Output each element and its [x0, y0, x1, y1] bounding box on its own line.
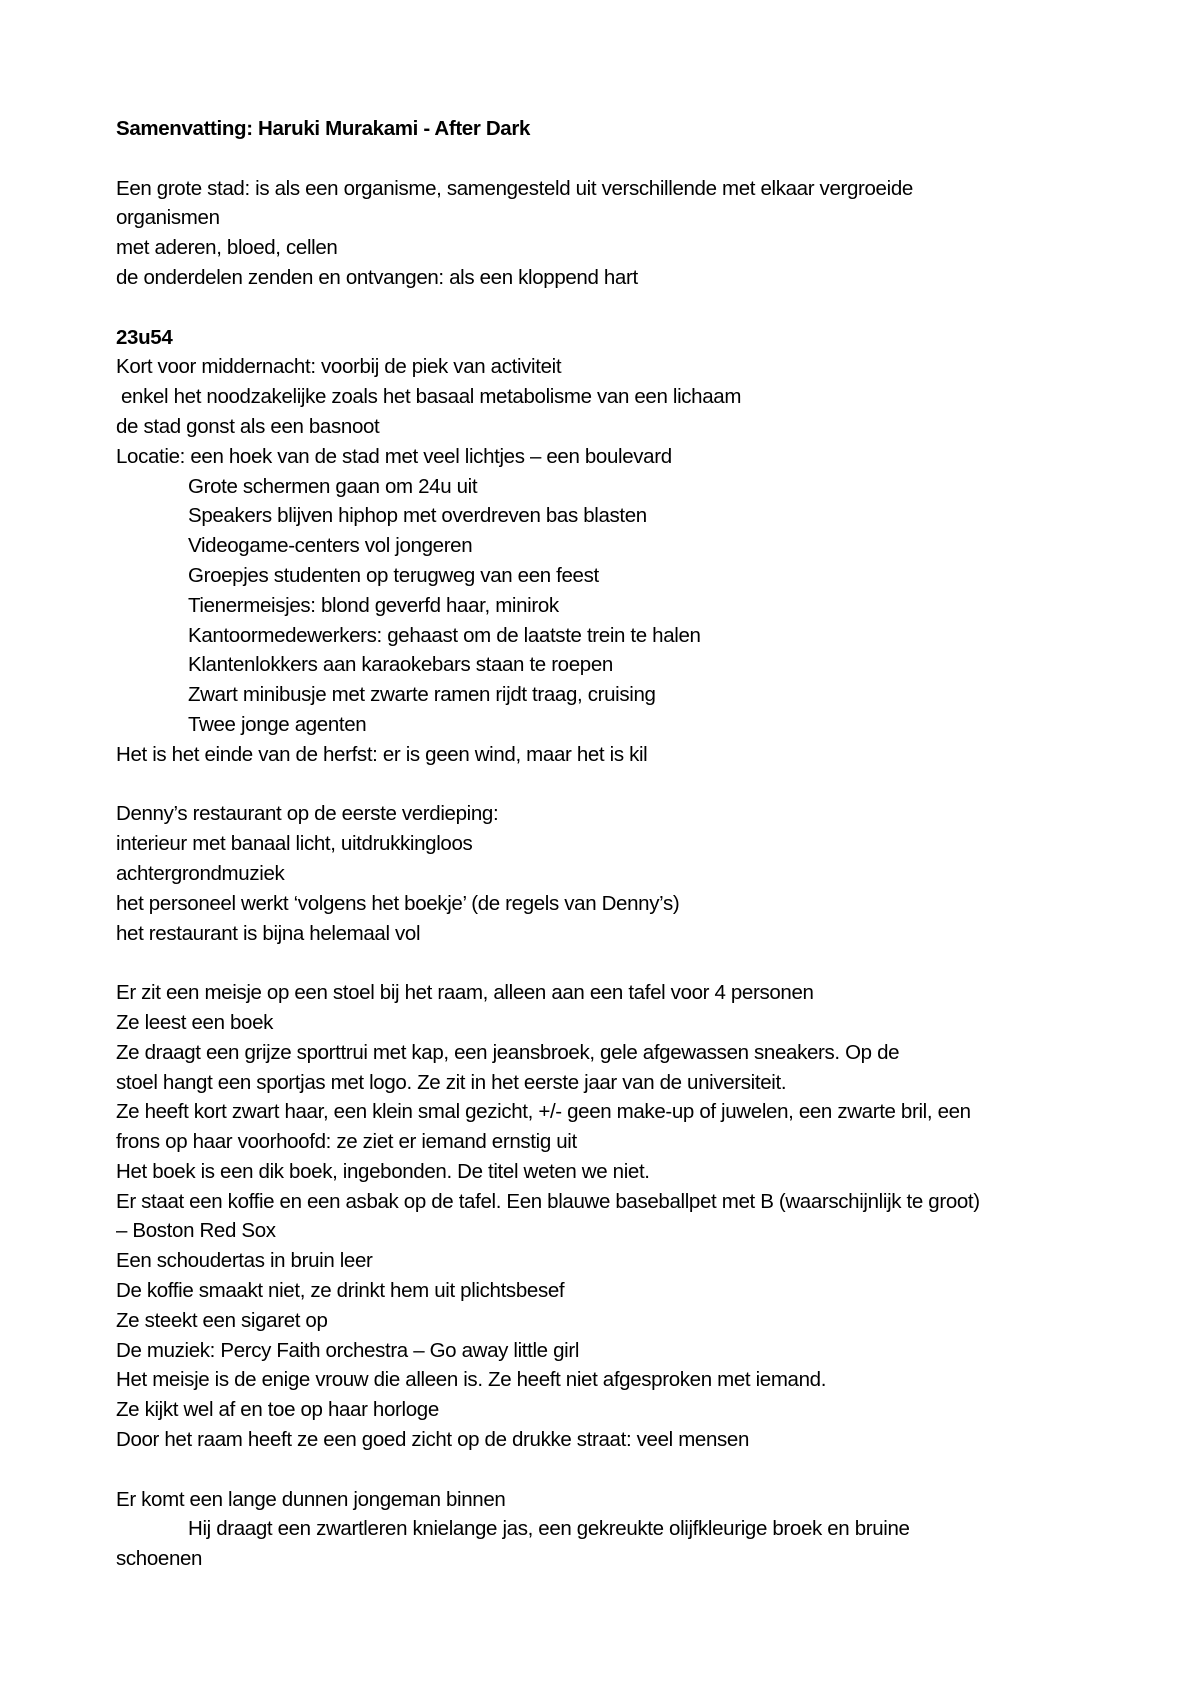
blank-line: [116, 144, 1096, 174]
text-line: enkel het noodzakelijke zoals het basaal metabolisme van een lichaam: [121, 385, 742, 409]
blank-line: [116, 1455, 1096, 1485]
text-line: Kort voor middernacht: voorbij de piek van activiteit: [116, 355, 562, 379]
text-line: Er komt een lange dunnen jongeman binnen: [116, 1487, 506, 1511]
text-line: Ze kijkt wel af en toe op haar horloge: [116, 1398, 439, 1422]
blank-line: [116, 293, 1096, 323]
indented-line: Twee jonge agenten: [188, 712, 367, 736]
text-line: Denny’s restaurant op de eerste verdieping:: [116, 802, 499, 826]
indented-line: Groepjes studenten op terugweg van een feest: [188, 563, 599, 587]
text-line: de stad gonst als een basnoot: [116, 414, 380, 438]
time-heading: 23u54: [116, 325, 173, 349]
text-line: Er zit een meisje op een stoel bij het raam, alleen aan een tafel voor 4 personen: [116, 981, 814, 1005]
text-line: achtergrondmuziek: [116, 861, 285, 885]
blank-line: [116, 770, 1096, 800]
text-line: Het boek is een dik boek, ingebonden. De titel weten we niet.: [116, 1159, 650, 1183]
text-line: met aderen, bloed, cellen: [116, 236, 338, 260]
text-line: De muziek: Percy Faith orchestra – Go away little girl: [116, 1338, 580, 1362]
document-title: Samenvatting: Haruki Murakami - After Dark: [116, 117, 531, 140]
text-line: het personeel werkt ‘volgens het boekje’ (de regels van Denny’s): [116, 891, 680, 915]
indented-line: Grote schermen gaan om 24u uit: [188, 474, 478, 498]
text-line: Ze leest een boek: [116, 1010, 274, 1034]
text-line: interieur met banaal licht, uitdrukkingloos: [116, 832, 473, 856]
text-line: schoenen: [116, 1547, 203, 1571]
text-line: Ze steekt een sigaret op: [116, 1308, 328, 1332]
text-line: Ze draagt een grijze sporttrui met kap, een jeansbroek, gele afgewassen sneakers. Op de: [116, 1040, 900, 1064]
indented-line: Zwart minibusje met zwarte ramen rijdt traag, cruising: [188, 683, 656, 707]
document-body: [116, 114, 1096, 1574]
indented-line: Hij draagt een zwartleren knielange jas, een gekreukte olijfkleurige broek en bruine: [188, 1517, 910, 1541]
text-line: Locatie: een hoek van de stad met veel lichtjes – een boulevard: [116, 444, 672, 468]
indented-line: Klantenlokkers aan karaokebars staan te roepen: [188, 653, 613, 677]
text-line: het restaurant is bijna helemaal vol: [116, 921, 421, 945]
text-line: De koffie smaakt niet, ze drinkt hem uit plichtsbesef: [116, 1279, 565, 1303]
blank-line: [116, 948, 1096, 978]
indented-line: Videogame-centers vol jongeren: [188, 534, 473, 558]
text-line: Het meisje is de enige vrouw die alleen is. Ze heeft niet afgesproken met iemand.: [116, 1368, 827, 1392]
text-line: Een schoudertas in bruin leer: [116, 1249, 373, 1273]
indented-line: Tienermeisjes: blond geverfd haar, minirok: [188, 593, 559, 617]
text-line: stoel hangt een sportjas met logo. Ze zit in het eerste jaar van de universiteit.: [116, 1070, 787, 1094]
text-line: organismen: [116, 206, 220, 230]
text-line: Ze heeft kort zwart haar, een klein smal gezicht, +/- geen make-up of juwelen, een zwarte bril, een: [116, 1100, 971, 1124]
text-line: Het is het einde van de herfst: er is geen wind, maar het is kil: [116, 742, 648, 766]
text-line: – Boston Red Sox: [116, 1219, 276, 1243]
text-line: Een grote stad: is als een organisme, samengesteld uit verschillende met elkaar vergroeide: [116, 176, 913, 200]
text-line: Er staat een koffie en een asbak op de tafel. Een blauwe baseballpet met B (waarschijnlijk te groot): [116, 1189, 980, 1213]
indented-line: Kantoormedewerkers: gehaast om de laatste trein te halen: [188, 623, 701, 647]
indented-line: Speakers blijven hiphop met overdreven bas blasten: [188, 504, 647, 528]
text-line: frons op haar voorhoofd: ze ziet er iemand ernstig uit: [116, 1130, 577, 1154]
text-line: Door het raam heeft ze een goed zicht op de drukke straat: veel mensen: [116, 1428, 750, 1452]
text-line: de onderdelen zenden en ontvangen: als een kloppend hart: [116, 265, 638, 289]
